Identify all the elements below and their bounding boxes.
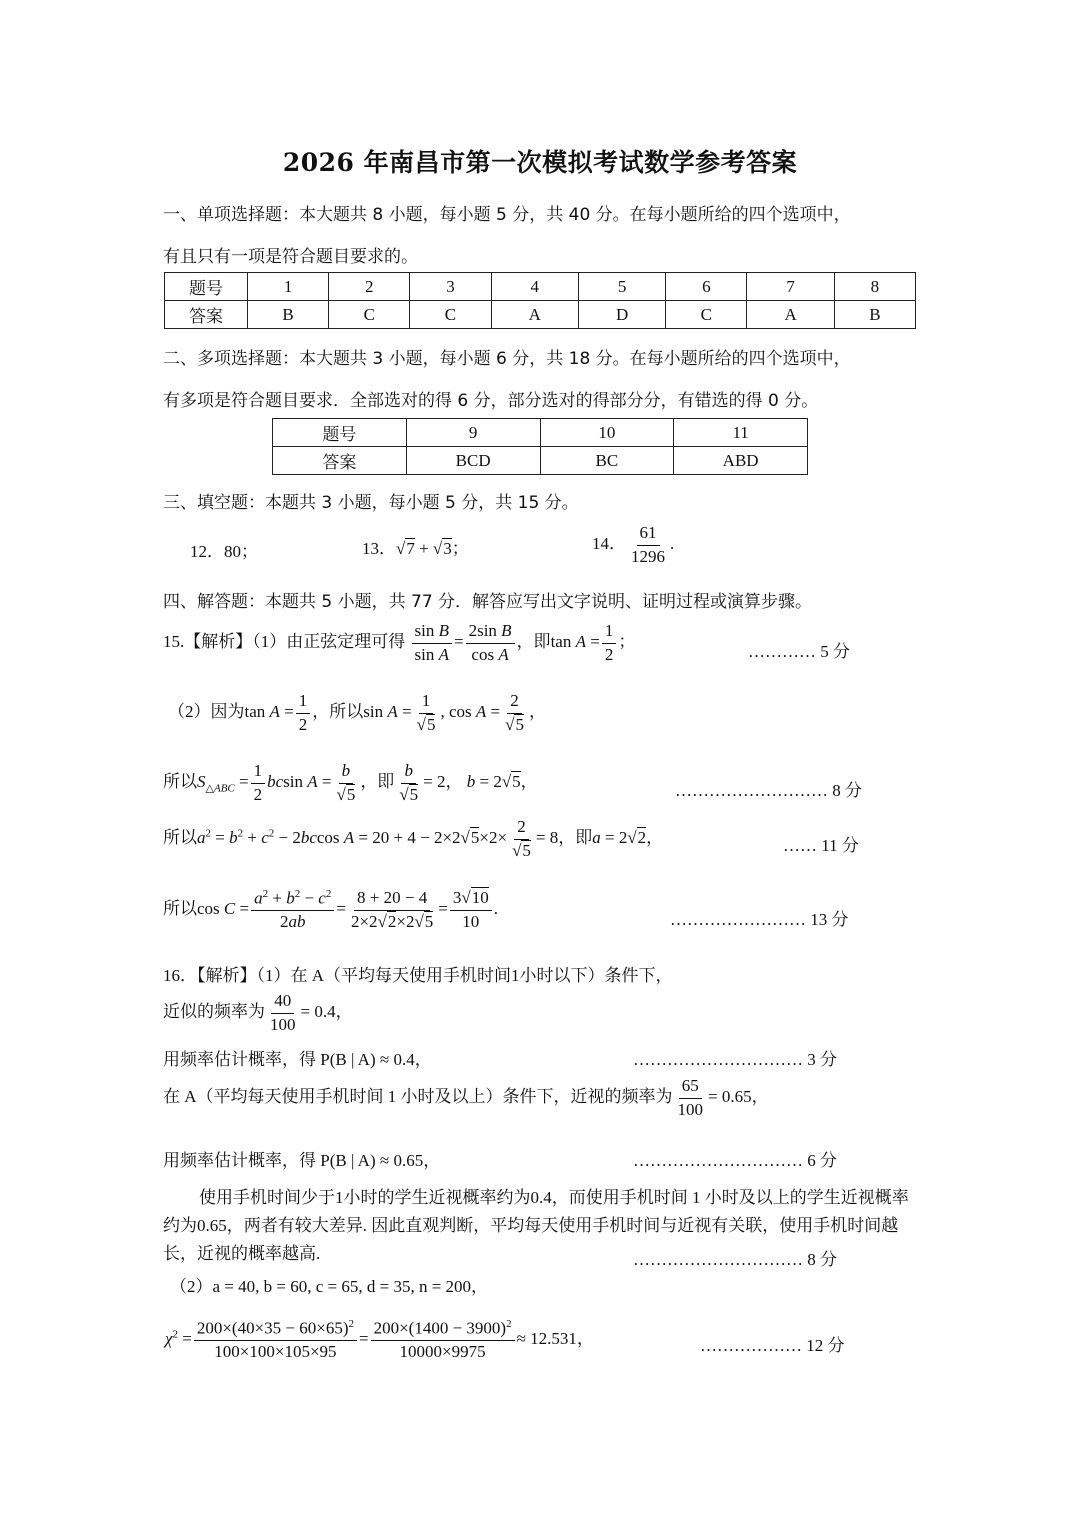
answer-cell: C: [410, 301, 491, 329]
question-number-cell: 1: [248, 273, 329, 301]
score-mark: ……………… 12 分: [700, 1336, 845, 1355]
score-mark: ……………………… 8 分: [675, 781, 862, 800]
section1-heading: 一、单项选择题：本大题共 8 小题，每小题 5 分，共 40 分。在每小题所给的四个选项中，: [163, 205, 851, 225]
formula-fraction: $\frac{2}{√5}$: [512, 817, 531, 860]
answer-cell: BC: [540, 447, 674, 475]
answer-cell: BCD: [406, 447, 540, 475]
question-number-cell: 9: [406, 419, 540, 447]
answer-14-fraction: [628, 524, 668, 566]
solution15-step2: （2）因为tan A = $\frac{1}{2}$ ，所以sin A = $\frac{1}{√5}$ , cos A = $\frac{2}{√5}$ ，: [168, 691, 546, 734]
question-number-cell: 2: [329, 273, 410, 301]
formula-fraction: $\frac{b}{√5}$: [336, 761, 356, 804]
step-text: ，所以: [312, 702, 364, 722]
formula-fraction: $\frac{a^2 + b^2 - c^2}{2ab}$: [251, 888, 334, 932]
formula-fraction: $\frac{1}{2}$: [602, 622, 617, 664]
question-number-cell: 8: [834, 273, 915, 301]
score-mark: …… 11 分: [783, 836, 859, 855]
score-mark: ………… 5 分: [748, 642, 850, 661]
step-text: 所以: [163, 828, 197, 848]
score-mark: ………………………… 8 分: [633, 1250, 837, 1269]
solution16-frequency: 近似的频率为 $\frac{40}{100}$ = 0.4，: [163, 991, 353, 1034]
answer-cell: A: [491, 301, 578, 329]
question-number-cell: 11: [674, 419, 808, 447]
answer-cell: C: [666, 301, 747, 329]
table-header-cell: 答案: [273, 447, 407, 475]
solution16-frequency2: 在 A（平均每天使用手机时间 1 小时及以上）条件下，近视的频率为 $\frac{65}{100}$ = 0.65，: [163, 1076, 769, 1119]
table-header-cell: 答案: [165, 301, 248, 329]
table-header-cell: 题号: [165, 273, 248, 301]
step-text: 所以: [163, 898, 197, 918]
table-header-cell: 题号: [273, 419, 407, 447]
solution15-step1: 15.【解析】（1）由正弦定理可得 $\frac{\text{sin B}}{\text{sin A}}$ = $\frac{\text{2sin B}}{\text{cos A}}$ ，即tan A = $\frac{1}{2}$ ；: [163, 621, 636, 664]
formula-fraction: $\frac{b}{√5}$: [399, 761, 419, 804]
answer-13-label: 13．: [362, 539, 396, 558]
table-row: [273, 419, 808, 447]
formula-fraction: $\frac{40}{100}$: [270, 991, 296, 1034]
single-choice-answer-table: [164, 272, 916, 329]
step-text: ，即: [516, 632, 551, 652]
solution16-chi-square: $\chi^2$ = $\frac{200\times(40\times 35 - 60\times 65)^2}{100\times 100\times 105\times 95}$ = $\frac{200\times(1400 - 3900)^2}{10000\times 9975}$ ≈ 12.531，: [165, 1318, 594, 1362]
solution16-estimate2: 用频率估计概率，得 P(B | A) ≈ 0.65，: [163, 1151, 441, 1170]
answer-13-expression: √7 + √3；: [396, 539, 469, 558]
question-number-cell: 4: [491, 273, 578, 301]
table-row: [165, 273, 916, 301]
solution15-step4: 所以$a^2 = b^2 + c^2 - 2bccos$ A = 20 + 4 − 2×2√5×2× $\frac{2}{√5}$ = 8，即a = 2√2，: [163, 817, 664, 860]
score-mark: …………………… 13 分: [670, 910, 849, 929]
answer-cell: D: [578, 301, 665, 329]
formula-fraction: $\frac{1}{2}$: [251, 762, 266, 804]
chi-square-result: ≈ 12.531，: [516, 1328, 594, 1348]
answer-cell: C: [329, 301, 410, 329]
step-text: 15.【解析】（1）由正弦定理可得: [163, 632, 406, 652]
section4-heading: 四、解答题：本题共 5 小题，共 77 分．解答应写出文字说明、证明过程或演算步骤。: [163, 592, 813, 612]
multi-choice-answer-table: [272, 418, 808, 475]
section3-heading: 三、填空题：本题共 3 小题，每小题 5 分，共 15 分。: [163, 493, 579, 513]
fraction-numerator: 61: [637, 524, 660, 546]
score-mark: ………………………… 3 分: [633, 1050, 837, 1069]
formula-fraction: $\frac{2}{√5}$: [505, 691, 524, 734]
formula-fraction: $\frac{8 + 20 - 4}{2\times 2√2\times 2√5}$: [350, 887, 434, 931]
formula-fraction: $\frac{1}{2}$: [296, 692, 311, 734]
step-text: ，即: [360, 772, 395, 792]
question-number-cell: 6: [666, 273, 747, 301]
section2-heading: 二、多项选择题：本大题共 3 小题，每小题 6 分，共 18 分。在每小题所给的四个选项中，: [163, 349, 851, 369]
step-text: （2）因为: [168, 702, 245, 722]
step-text: 在 A（平均每天使用手机时间 1 小时及以上）条件下，近视的频率为: [163, 1087, 673, 1107]
answer-14: 14． $\frac{61}{1296}$ .: [592, 523, 675, 566]
answer-13: [362, 534, 469, 559]
formula-fraction: $\frac{1}{√5}$: [416, 691, 436, 734]
formula-fraction: $\frac{200\times(1400 - 3900)^2}{10000\times 9975}$: [371, 1318, 515, 1362]
table-row: [273, 447, 808, 475]
question-number-cell: 10: [540, 419, 674, 447]
answer-cell: A: [747, 301, 834, 329]
answer-14-label: 14．: [592, 534, 626, 554]
formula-fraction: $\frac{200\times(40\times 35 - 60\times 65)^2}{100\times 100\times 105\times 95}$: [194, 1318, 357, 1362]
formula-fraction: $\frac{\text{2sin B}}{\text{cos A}}$: [466, 622, 515, 664]
solution16-part2-values: （2）a = 40, b = 60, c = 65, d = 35, n = 200，: [170, 1277, 489, 1296]
answer-cell: B: [834, 301, 915, 329]
fraction-denominator: 1296: [631, 546, 665, 566]
page-title: 2026 年南昌市第一次模拟考试数学参考答案: [282, 148, 798, 177]
score-mark: ………………………… 6 分: [633, 1151, 837, 1170]
answer-12: 12．80；: [190, 542, 258, 561]
formula-fraction: $\frac{65}{100}$: [677, 1076, 704, 1119]
answer-cell: ABD: [674, 447, 808, 475]
section1-heading-cont: 有且只有一项是符合题目要求的。: [163, 247, 418, 267]
solution16-conclusion: 使用手机时间少于1小时的学生近视概率约为0.4，而使用手机时间 1 小时及以上的学生近视概率约为0.65，两者有较大差异. 因此直观判断，平均每天使用手机时间与近视有关联，使用手机时间越长，近视的概率越高.: [163, 1188, 909, 1263]
step-text: 所以: [163, 772, 197, 792]
solution16-estimate1: 用频率估计概率，得 P(B | A) ≈ 0.4，: [163, 1050, 432, 1069]
question-number-cell: 7: [747, 273, 834, 301]
step-text: ，即: [558, 828, 593, 848]
section2-heading-cont: 有多项是符合题目要求．全部选对的得 6 分，部分选对的得部分分，有错选的得 0 分。: [163, 391, 819, 411]
question-number-cell: 3: [410, 273, 491, 301]
answer-cell: B: [248, 301, 329, 329]
question-number-cell: 5: [578, 273, 665, 301]
formula-fraction: $\frac{\text{sin B}}{\text{sin A}}$: [412, 622, 452, 664]
solution15-step5: 所以cos C = $\frac{a^2 + b^2 - c^2}{2ab}$ = $\frac{8 + 20 - 4}{2\times 2√2\times 2√5}$ = $\frac{3√10}{10}$ .: [163, 887, 498, 932]
solution16-intro: 16．【解析】（1）在 A（平均每天使用手机时间1小时以下）条件下，: [163, 966, 673, 985]
solution15-step3: 所以$S_{\triangle ABC}$ = $\frac{1}{2}$ bcsin A = $\frac{b}{√5}$ ，即 $\frac{b}{√5}$ = 2， b = 2√5，: [163, 761, 538, 804]
table-row: [165, 301, 916, 329]
step-text: 近似的频率为: [163, 1002, 265, 1022]
formula-fraction: $\frac{3√10}{10}$: [450, 889, 492, 931]
